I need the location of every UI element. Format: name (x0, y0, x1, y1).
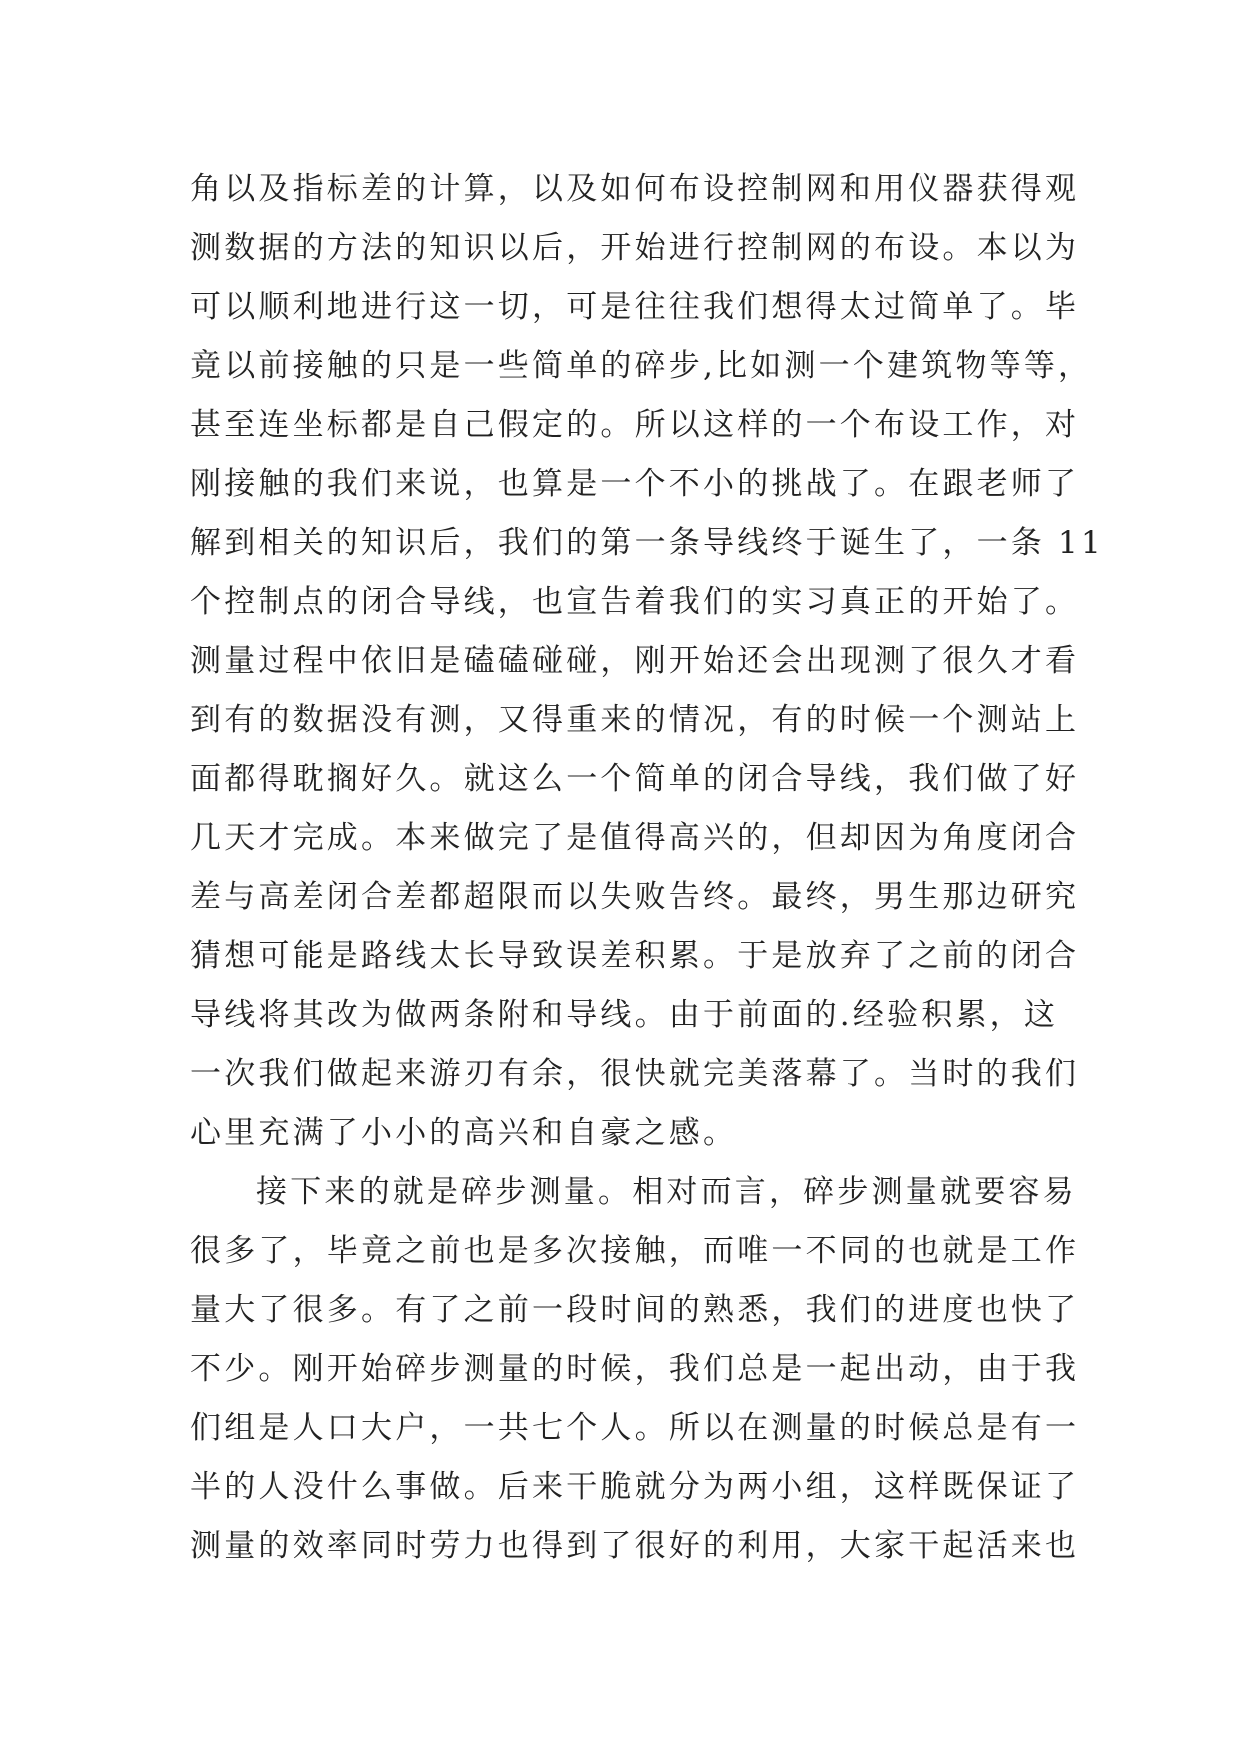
text-line: 可以顺利地进行这一切，可是往往我们想得太过简单了。毕 (190, 289, 1080, 325)
text-line: 很多了，毕竟之前也是多次接触，而唯一不同的也就是工作 (190, 1233, 1080, 1269)
body-text (190, 160, 1104, 1576)
text-line: 半的人没什么事做。后来干脆就分为两小组，这样既保证了 (190, 1469, 1080, 1505)
text-line: 个控制点的闭合导线，也宣告着我们的实习真正的开始了。 (190, 584, 1080, 620)
text-line: 一次我们做起来游刃有余，很快就完美落幕了。当时的我们 (190, 1056, 1080, 1092)
text-line: 导线将其改为做两条附和导线。由于前面的.经验积累，这 (190, 997, 1059, 1033)
text-line: 到有的数据没有测，又得重来的情况，有的时候一个测站上 (190, 702, 1080, 738)
text-line: 差与高差闭合差都超限而以失败告终。最终，男生那边研究 (190, 879, 1080, 915)
text-line: 刚接触的我们来说，也算是一个不小的挑战了。在跟老师了 (190, 466, 1080, 502)
text-line: 竟以前接触的只是一些简单的碎步,比如测一个建筑物等等， (190, 348, 1093, 384)
text-line: 测数据的方法的知识以后，开始进行控制网的布设。本以为 (190, 230, 1080, 266)
text-line: 猜想可能是路线太长导致误差积累。于是放弃了之前的闭合 (190, 938, 1080, 974)
text-line: 角以及指标差的计算，以及如何布设控制网和用仪器获得观 (190, 171, 1080, 207)
text-line: 测量的效率同时劳力也得到了很好的利用，大家干起活来也 (190, 1528, 1080, 1564)
text-line: 们组是人口大户，一共七个人。所以在测量的时候总是有一 (190, 1410, 1080, 1446)
text-line: 解到相关的知识后，我们的第一条导线终于诞生了，一条 11 (190, 525, 1104, 561)
paragraph-start-line: 接下来的就是碎步测量。相对而言，碎步测量就要容易 (256, 1174, 1077, 1210)
text-line: 几天才完成。本来做完了是值得高兴的，但却因为角度闭合 (190, 820, 1080, 856)
text-line: 心里充满了小小的高兴和自豪之感。 (190, 1115, 738, 1151)
text-line: 量大了很多。有了之前一段时间的熟悉，我们的进度也快了 (190, 1292, 1080, 1328)
text-line: 面都得耽搁好久。就这么一个简单的闭合导线，我们做了好 (190, 761, 1080, 797)
text-line: 甚至连坐标都是自己假定的。所以这样的一个布设工作，对 (190, 407, 1080, 443)
text-line: 不少。刚开始碎步测量的时候，我们总是一起出动，由于我 (190, 1351, 1080, 1387)
text-line: 测量过程中依旧是磕磕碰碰，刚开始还会出现测了很久才看 (190, 643, 1080, 679)
